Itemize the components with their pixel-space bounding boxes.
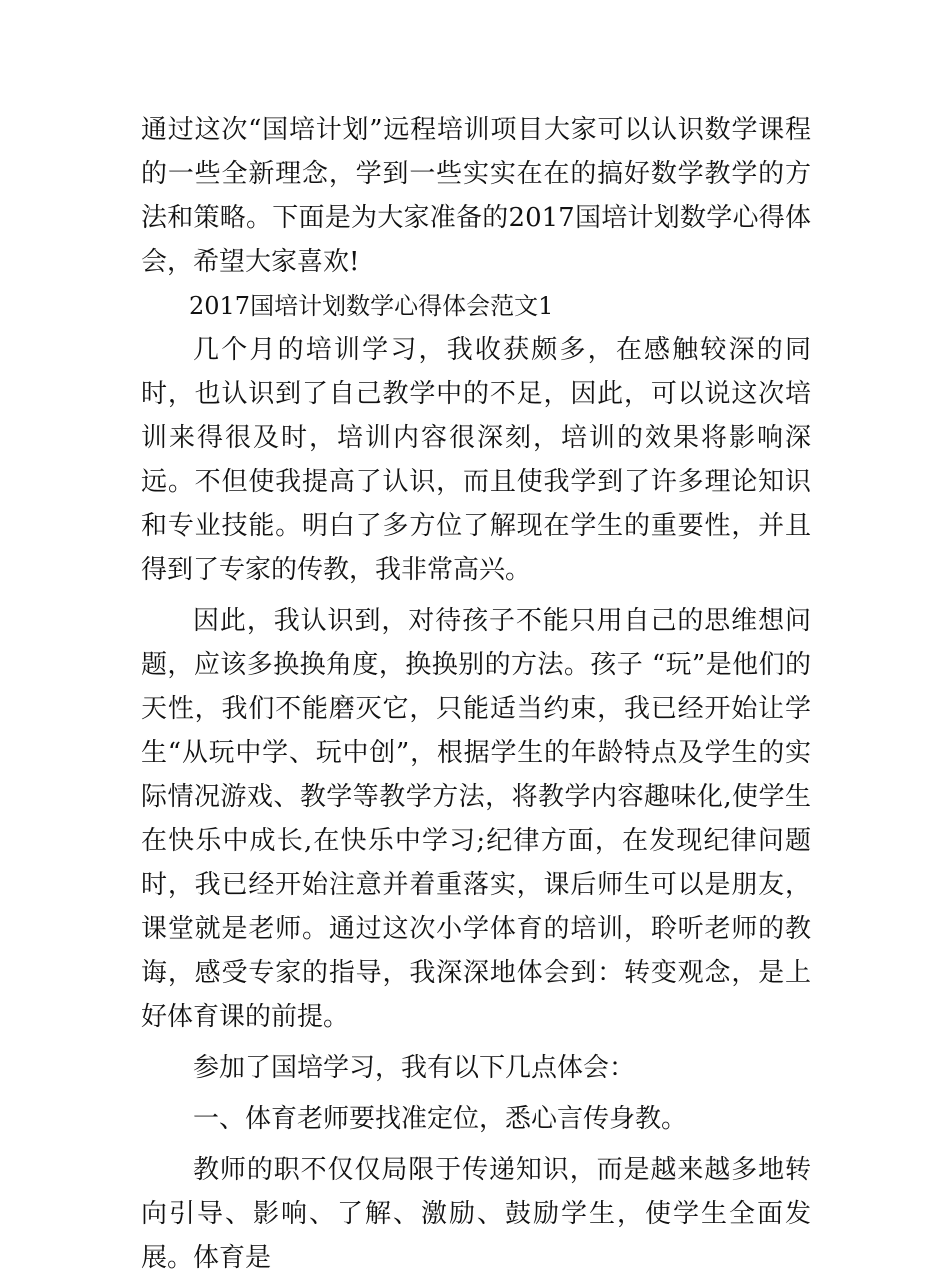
document-body bbox=[141, 108, 811, 1280]
body-paragraph-1: 几个月的培训学习，我收获颇多，在感触较深的同时，也认识到了自己教学中的不足，因此，可以说这次培训来得很及时，培训内容很深刻，培训的效果将影响深远。不但使我提高了认识，而且使我学到了许多理论知识和专业技能。明白了多方位了解现在学生的重要性，并且得到了专家的传教，我非常高兴。 bbox=[141, 335, 811, 585]
body-paragraph-3: 参加了国培学习，我有以下几点体会： bbox=[193, 1053, 636, 1083]
section-heading: 2017国培计划数学心得体会范文1 bbox=[189, 292, 554, 320]
body-paragraph-2: 因此，我认识到，对待孩子不能只用自己的思维想问题，应该多换换角度，换换别的方法。孩子 “玩”是他们的天性，我们不能磨灭它，只能适当约束，我已经开始让学生“从玩中学、玩中创”，根据学生的年龄特点及学生的实际情况游戏、教学等教学方法，将教学内容趣味化,使学生在快乐中成长,在快乐中学习;纪律方面，在发现纪律问题时，我已经开始注意并着重落实，课后师生可以是朋友，课堂就是老师。通过这次小学体育的培训，聆听老师的教诲，感受专家的指导，我深深地体会到：转变观念，是上好体育课的前提。 bbox=[141, 606, 811, 1032]
subheading-1: 一、体育老师要找准定位，悉心言传身教。 bbox=[193, 1104, 688, 1134]
body-paragraph-4: 教师的职不仅仅局限于传递知识，而是越来越多地转向引导、影响、了解、激励、鼓励学生，使学生全面发展。体育是 bbox=[141, 1155, 811, 1273]
intro-paragraph: 通过这次“国培计划”远程培训项目大家可以认识数学课程的一些全新理念，学到一些实实在在的搞好数学教学的方法和策略。下面是为大家准备的2017国培计划数学心得体会，希望大家喜欢! bbox=[141, 115, 811, 277]
